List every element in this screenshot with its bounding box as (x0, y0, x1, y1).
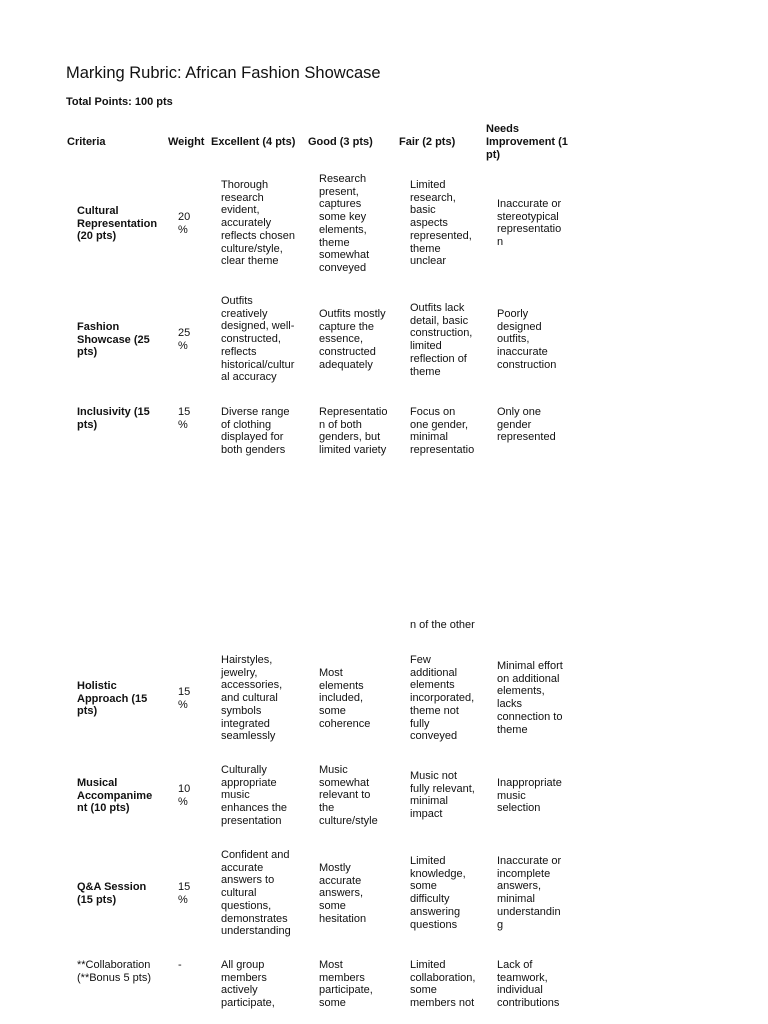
row-excellent: Culturally appropriate music enhances the presentation (221, 764, 288, 827)
row-needs-improvement: Only one gender represented (497, 406, 556, 444)
row-weight: 15 % (178, 881, 191, 906)
row-fair: Few additional elements incorporated, theme not fully conveyed (410, 654, 475, 743)
row-excellent: Confident and accurate answers to cultural questions, demonstrates understanding (221, 849, 291, 938)
row-good: Most elements included, some coherence (319, 667, 371, 730)
header-needs-improvement: Needs Improvement (1 pt) (486, 123, 568, 161)
row-criteria: Cultural Representation (20 pts) (77, 205, 158, 243)
row-good: Representatio n of both genders, but limited variety (319, 406, 388, 457)
header-weight: Weight (168, 136, 205, 148)
row-excellent: Hairstyles, jewelry, accessories, and cultural symbols integrated seamlessly (221, 654, 283, 743)
row-good: Outfits mostly capture the essence, constructed adequately (319, 308, 386, 371)
row-weight: 25 % (178, 327, 191, 352)
row-weight: 10 % (178, 783, 191, 808)
row-good: Mostly accurate answers, some hesitation (319, 862, 367, 925)
row-fair-continued: n of the other (410, 619, 475, 631)
row-excellent: Diverse range of clothing displayed for both genders (221, 406, 290, 457)
row-criteria: **Collaboration (**Bonus 5 pts) (77, 959, 151, 984)
row-fair: Outfits lack detail, basic construction, limited reflection of theme (410, 302, 473, 378)
row-criteria: Inclusivity (15 pts) (77, 406, 150, 431)
header-excellent: Excellent (4 pts) (211, 136, 296, 148)
header-criteria: Criteria (67, 136, 106, 148)
row-criteria: Musical Accompanime nt (10 pts) (77, 777, 153, 815)
row-good: Research present, captures some key elements, theme somewhat conveyed (319, 173, 370, 274)
row-weight: 15 % (178, 686, 191, 711)
row-needs-improvement: Inaccurate or stereotypical representatio n (497, 198, 562, 249)
row-weight: 15 % (178, 406, 191, 431)
row-excellent: All group members actively participate, (221, 959, 275, 1010)
row-fair: Limited collaboration, some members not (410, 959, 476, 1010)
total-points: Total Points: 100 pts (66, 96, 173, 108)
row-excellent: Thorough research evident, accurately reflects chosen culture/style, clear theme (221, 179, 295, 268)
row-weight: 20 % (178, 211, 191, 236)
row-good: Music somewhat relevant to the culture/style (319, 764, 378, 827)
row-needs-improvement: Inaccurate or incomplete answers, minimal understandin g (497, 855, 562, 931)
row-excellent: Outfits creatively designed, well- constructed, reflects historical/cultur al accuracy (221, 295, 295, 384)
row-fair: Music not fully relevant, minimal impact (410, 770, 475, 821)
row-fair: Limited research, basic aspects represented, theme unclear (410, 179, 472, 268)
row-fair: Focus on one gender, minimal representatio (410, 406, 475, 457)
header-good: Good (3 pts) (308, 136, 373, 148)
row-good: Most members participate, some (319, 959, 373, 1010)
row-needs-improvement: Minimal effort on additional elements, lacks connection to theme (497, 660, 563, 736)
page-title: Marking Rubric: African Fashion Showcase (66, 64, 381, 82)
row-weight: - (178, 959, 182, 971)
row-needs-improvement: Poorly designed outfits, inaccurate construction (497, 308, 557, 371)
row-needs-improvement: Lack of teamwork, individual contributions (497, 959, 560, 1010)
header-fair: Fair (2 pts) (399, 136, 456, 148)
row-criteria: Q&A Session (15 pts) (77, 881, 147, 906)
row-fair: Limited knowledge, some difficulty answering questions (410, 855, 466, 931)
row-needs-improvement: Inappropriate music selection (497, 777, 562, 815)
row-criteria: Fashion Showcase (25 pts) (77, 321, 150, 359)
row-criteria: Holistic Approach (15 pts) (77, 680, 148, 718)
